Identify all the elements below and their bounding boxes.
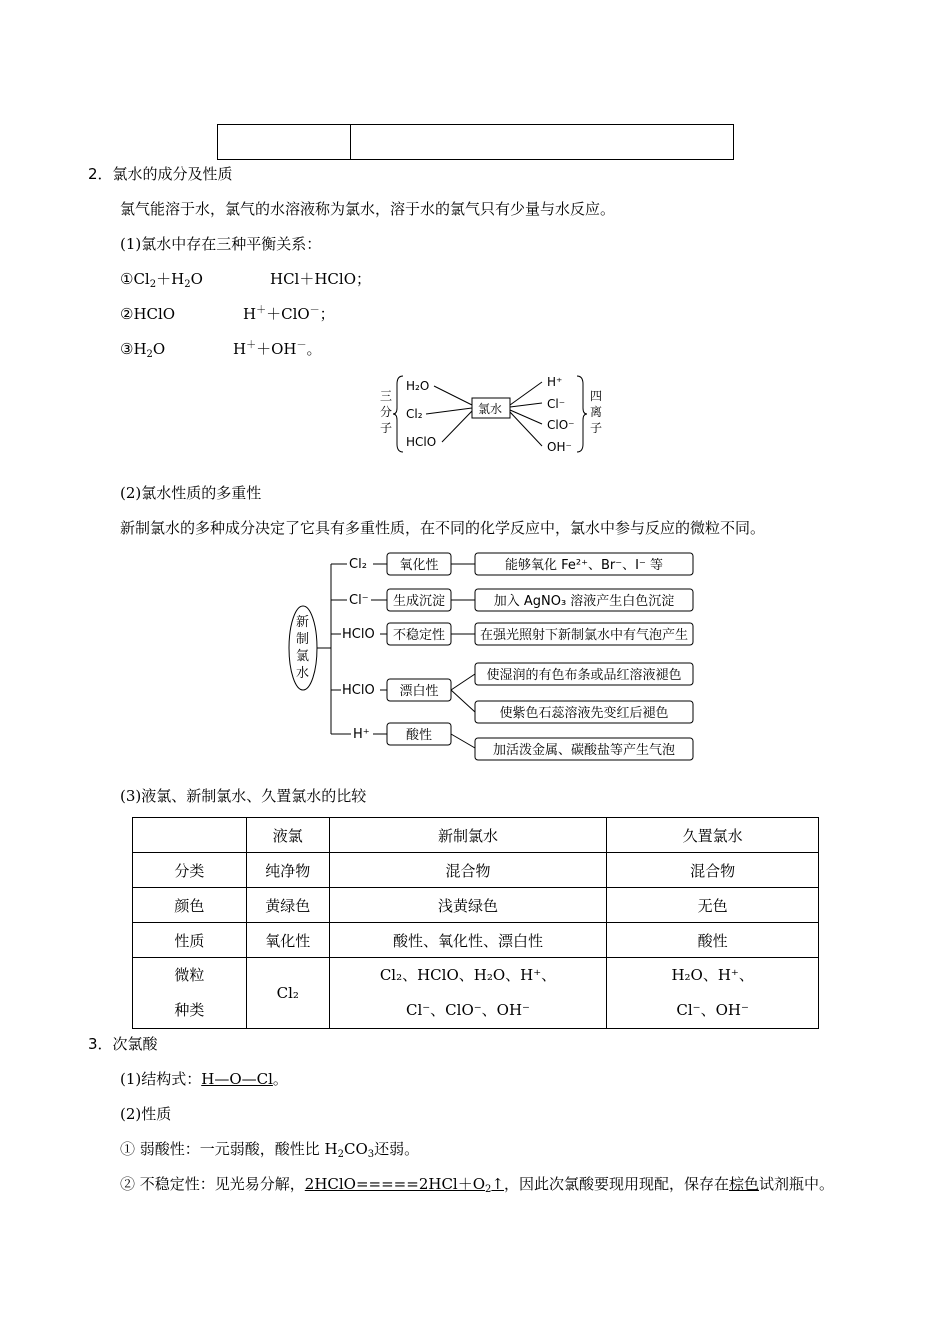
property-label: 漂白性 [399, 684, 439, 699]
table-cell: 纯净物 [246, 853, 329, 888]
property-label: 不稳定性 [392, 628, 446, 643]
connector-line [434, 386, 472, 405]
table-cell: 酸性、氧化性、漂白性 [329, 923, 607, 958]
left-label-char: 三 [380, 389, 393, 403]
table-cell: 微粒 种类 [133, 958, 247, 1029]
table-cell: 性质 [133, 923, 247, 958]
decomposition-equation: $2HClO=====2HCl+O_2↑$ [304, 1175, 504, 1195]
table-header-row [133, 818, 819, 853]
result-label: 能够氧化 Fe²⁺、Br⁻、I⁻ 等 [505, 558, 663, 573]
property-label: 生成沉淀 [392, 594, 446, 609]
table-row [133, 958, 819, 1029]
arrow-line [451, 734, 475, 748]
connector-line [510, 382, 542, 405]
intro-paragraph: 氯气能溶于水，氯气的水溶液称为氯水，溶于水的氯气只有少量与水反应。 [120, 200, 616, 218]
ion-label: OH⁻ [547, 440, 572, 454]
species-label: HClO [342, 683, 375, 698]
table-cell: Cl₂ [246, 958, 329, 1029]
table-header-cell [133, 818, 247, 853]
right-brace [577, 376, 587, 452]
species-label: Cl₂ [349, 557, 367, 572]
table-row [133, 888, 819, 923]
structure-formula: H—O—Cl [201, 1070, 273, 1088]
center-label: 氯水 [478, 402, 503, 416]
table-header-cell: 新制氯水 [329, 818, 607, 853]
equation-3-left: $③H_2O$ [120, 340, 166, 360]
equation-3-right: H＋＋OH－。 [233, 340, 322, 358]
property-title: (2)性质 [120, 1105, 172, 1123]
table-row [133, 853, 819, 888]
ion-label: H⁺ [547, 375, 563, 389]
property-label: 氧化性 [399, 558, 439, 573]
storage-color: 棕色 [729, 1175, 760, 1193]
section-heading-3: 3．次氯酸 [88, 1035, 158, 1053]
connector-line [510, 403, 542, 407]
property-label: 酸性 [405, 728, 433, 743]
structure-line: (1)结构式：H—O—Cl。 [120, 1070, 288, 1088]
table-cell: 混合物 [607, 853, 819, 888]
table-cell: 颜色 [133, 888, 247, 923]
right-label-char: 子 [590, 421, 603, 435]
result-label: 使湿润的有色布条或品红溶液褪色 [486, 668, 682, 683]
equation-2-right: H＋＋ClO－； [243, 305, 335, 323]
equation-1-right: HCl＋HClO； [270, 270, 372, 288]
table-cell: 酸性 [607, 923, 819, 958]
arrow-line [451, 674, 475, 690]
result-label: 加入 AgNO₃ 溶液产生白色沉淀 [493, 594, 675, 609]
equation-1-left: $①Cl_2+H_2O$ [120, 270, 203, 290]
left-brace [393, 376, 403, 452]
table-header-cell: 液氯 [246, 818, 329, 853]
equation-2-left: ②HClO [120, 305, 176, 323]
molecule-label: HClO [406, 435, 437, 449]
sub-title-2: (2)氯水性质的多重性 [120, 484, 262, 502]
table-cell: 浅黄绿色 [329, 888, 607, 923]
right-label-char: 离 [590, 405, 603, 419]
result-label: 在强光照射下新制氯水中有气泡产生 [479, 628, 689, 643]
root-char: 制 [296, 632, 310, 647]
result-label: 加活泼金属、碳酸盐等产生气泡 [492, 743, 676, 758]
right-label-char: 四 [590, 389, 603, 403]
table-cell: 黄绿色 [246, 888, 329, 923]
table-header-cell: 久置氯水 [607, 818, 819, 853]
root-char: 新 [296, 615, 310, 630]
chlorine-water-composition-diagram [372, 370, 612, 460]
table-row [133, 923, 819, 958]
connector-line [426, 408, 472, 414]
result-label: 使紫色石蕊溶液先变红后褪色 [499, 706, 669, 721]
table-cell: 无色 [607, 888, 819, 923]
sub-title-1: (1)氯水中存在三种平衡关系： [120, 235, 322, 253]
chlorine-water-properties-diagram [285, 548, 697, 766]
unstable-line: ② 不稳定性：见光易分解，$2HClO=====2HCl+O_2↑$，因此次氯酸要现用现配，保存在棕色试剂瓶中。 [120, 1175, 835, 1195]
table-cell: Cl₂、HClO、H₂O、H⁺、 Cl⁻、ClO⁻、OH⁻ [329, 958, 607, 1029]
table-cell: 氧化性 [246, 923, 329, 958]
weak-acid-line: ① 弱酸性：一元弱酸，酸性比 $H_2CO_3$还弱。 [120, 1140, 420, 1160]
table-cell: 混合物 [329, 853, 607, 888]
ion-label: Cl⁻ [547, 397, 566, 411]
top-table-row [217, 124, 734, 160]
table-cell: H₂O、H⁺、 Cl⁻、OH⁻ [607, 958, 819, 1029]
species-label: Cl⁻ [349, 593, 369, 608]
connector-line [442, 411, 472, 442]
species-label: HClO [342, 627, 375, 642]
species-label: H⁺ [353, 727, 370, 742]
sub-title-3: (3)液氯、新制氯水、久置氯水的比较 [120, 787, 367, 805]
table-divider [350, 125, 351, 159]
comparison-table [132, 817, 819, 1029]
table-cell: 分类 [133, 853, 247, 888]
left-label-char: 分 [380, 405, 393, 419]
ion-label: ClO⁻ [547, 418, 575, 432]
arrow-line [451, 690, 475, 712]
root-char: 氯 [296, 649, 310, 664]
sub2-paragraph: 新制氯水的多种成分决定了它具有多重性质，在不同的化学反应中，氯水中参与反应的微粒不同。 [120, 519, 766, 537]
section-heading-2: 2．氯水的成分及性质 [88, 165, 233, 183]
molecule-label: H₂O [406, 379, 430, 393]
root-char: 水 [296, 666, 310, 681]
left-label-char: 子 [380, 421, 393, 435]
molecule-label: Cl₂ [406, 407, 423, 421]
